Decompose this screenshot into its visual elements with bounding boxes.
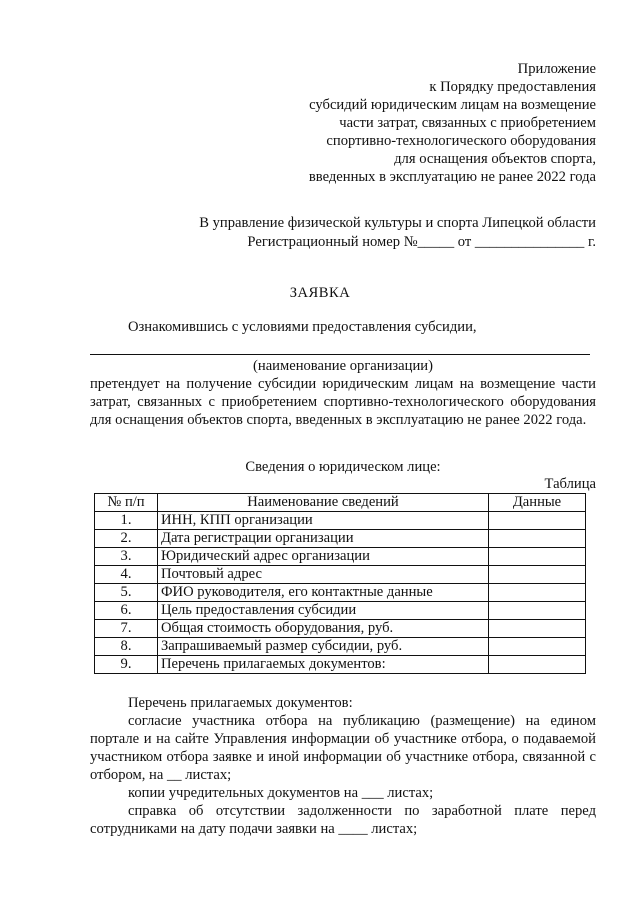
row-value[interactable] <box>489 602 586 620</box>
appendix-line: к Порядку предоставления <box>429 79 596 95</box>
row-number: 2. <box>95 530 158 548</box>
row-number: 5. <box>95 584 158 602</box>
row-value[interactable] <box>489 620 586 638</box>
row-number: 3. <box>95 548 158 566</box>
document-item: копии учредительных документов на ___ листах; <box>128 785 434 801</box>
header-data: Данные <box>489 494 586 512</box>
intro-continuation: претендует на получение субсидии юридическим лицам на возмещение части затрат, связанных с приобретением спортивно-технологического оборудования для оснащения объектов спорта, введенных в эксплуатацию не ранее 2022 года. <box>90 376 596 428</box>
table-row <box>95 656 586 674</box>
header-name: Наименование сведений <box>158 494 489 512</box>
row-number: 7. <box>95 620 158 638</box>
appendix-line: для оснащения объектов спорта, <box>394 151 596 167</box>
table-row <box>95 584 586 602</box>
table-row <box>95 530 586 548</box>
header-number: № п/п <box>95 494 158 512</box>
row-value[interactable] <box>489 638 586 656</box>
row-name: Юридический адрес организации <box>158 548 489 566</box>
row-name: Цель предоставления субсидии <box>158 602 489 620</box>
row-value[interactable] <box>489 548 586 566</box>
table-row <box>95 602 586 620</box>
appendix-line: Приложение <box>517 61 596 77</box>
section-heading: Сведения о юридическом лице: <box>245 459 441 475</box>
appendix-line: субсидий юридическим лицам на возмещение <box>309 97 596 113</box>
registration-number-line: Регистрационный номер №_____ от _______________ г. <box>247 234 596 250</box>
documents-list <box>90 694 596 838</box>
row-value[interactable] <box>489 566 586 584</box>
recipient-block <box>199 214 596 252</box>
documents-heading: Перечень прилагаемых документов: <box>128 695 353 711</box>
intro-paragraph <box>90 318 596 429</box>
row-number: 4. <box>95 566 158 584</box>
table-row <box>95 638 586 656</box>
intro-first-line: Ознакомившись с условиями предоставления субсидии, <box>128 319 477 335</box>
row-number: 6. <box>95 602 158 620</box>
appendix-line: части затрат, связанных с приобретением <box>339 115 596 131</box>
row-name: ФИО руководителя, его контактные данные <box>158 584 489 602</box>
appendix-block <box>309 60 596 186</box>
document-item: справка об отсутствии задолженности по заработной плате перед сотрудниками на дату подачи заявки на ____ листах; <box>90 803 596 837</box>
table-header-row <box>95 494 586 512</box>
table-row <box>95 620 586 638</box>
table-row <box>95 512 586 530</box>
table-label: Таблица <box>544 476 596 492</box>
row-value[interactable] <box>489 512 586 530</box>
appendix-line: спортивно-технологического оборудования <box>326 133 596 149</box>
row-name: ИНН, КПП организации <box>158 512 489 530</box>
appendix-line: введенных в эксплуатацию не ранее 2022 года <box>308 169 596 185</box>
table-row <box>95 548 586 566</box>
organization-name-blank <box>90 338 590 355</box>
recipient-line: В управление физической культуры и спорта Липецкой области <box>199 215 596 231</box>
document-title: ЗАЯВКА <box>289 285 351 301</box>
row-value[interactable] <box>489 584 586 602</box>
document-item: согласие участника отбора на публикацию (размещение) на едином портале и на сайте Управления информации об участнике отбора, о подаваемой участником отбора заявке и иной информации об участнике отбора, связанной с отбором, на __ листах; <box>90 713 596 783</box>
row-name: Дата регистрации организации <box>158 530 489 548</box>
organization-name-caption: (наименование организации) <box>253 358 433 374</box>
row-value[interactable] <box>489 530 586 548</box>
row-number: 8. <box>95 638 158 656</box>
row-name: Почтовый адрес <box>158 566 489 584</box>
row-name: Запрашиваемый размер субсидии, руб. <box>158 638 489 656</box>
table-row <box>95 566 586 584</box>
row-name: Общая стоимость оборудования, руб. <box>158 620 489 638</box>
row-number: 9. <box>95 656 158 674</box>
row-value[interactable] <box>489 656 586 674</box>
legal-entity-table <box>94 493 586 674</box>
row-name: Перечень прилагаемых документов: <box>158 656 489 674</box>
row-number: 1. <box>95 512 158 530</box>
